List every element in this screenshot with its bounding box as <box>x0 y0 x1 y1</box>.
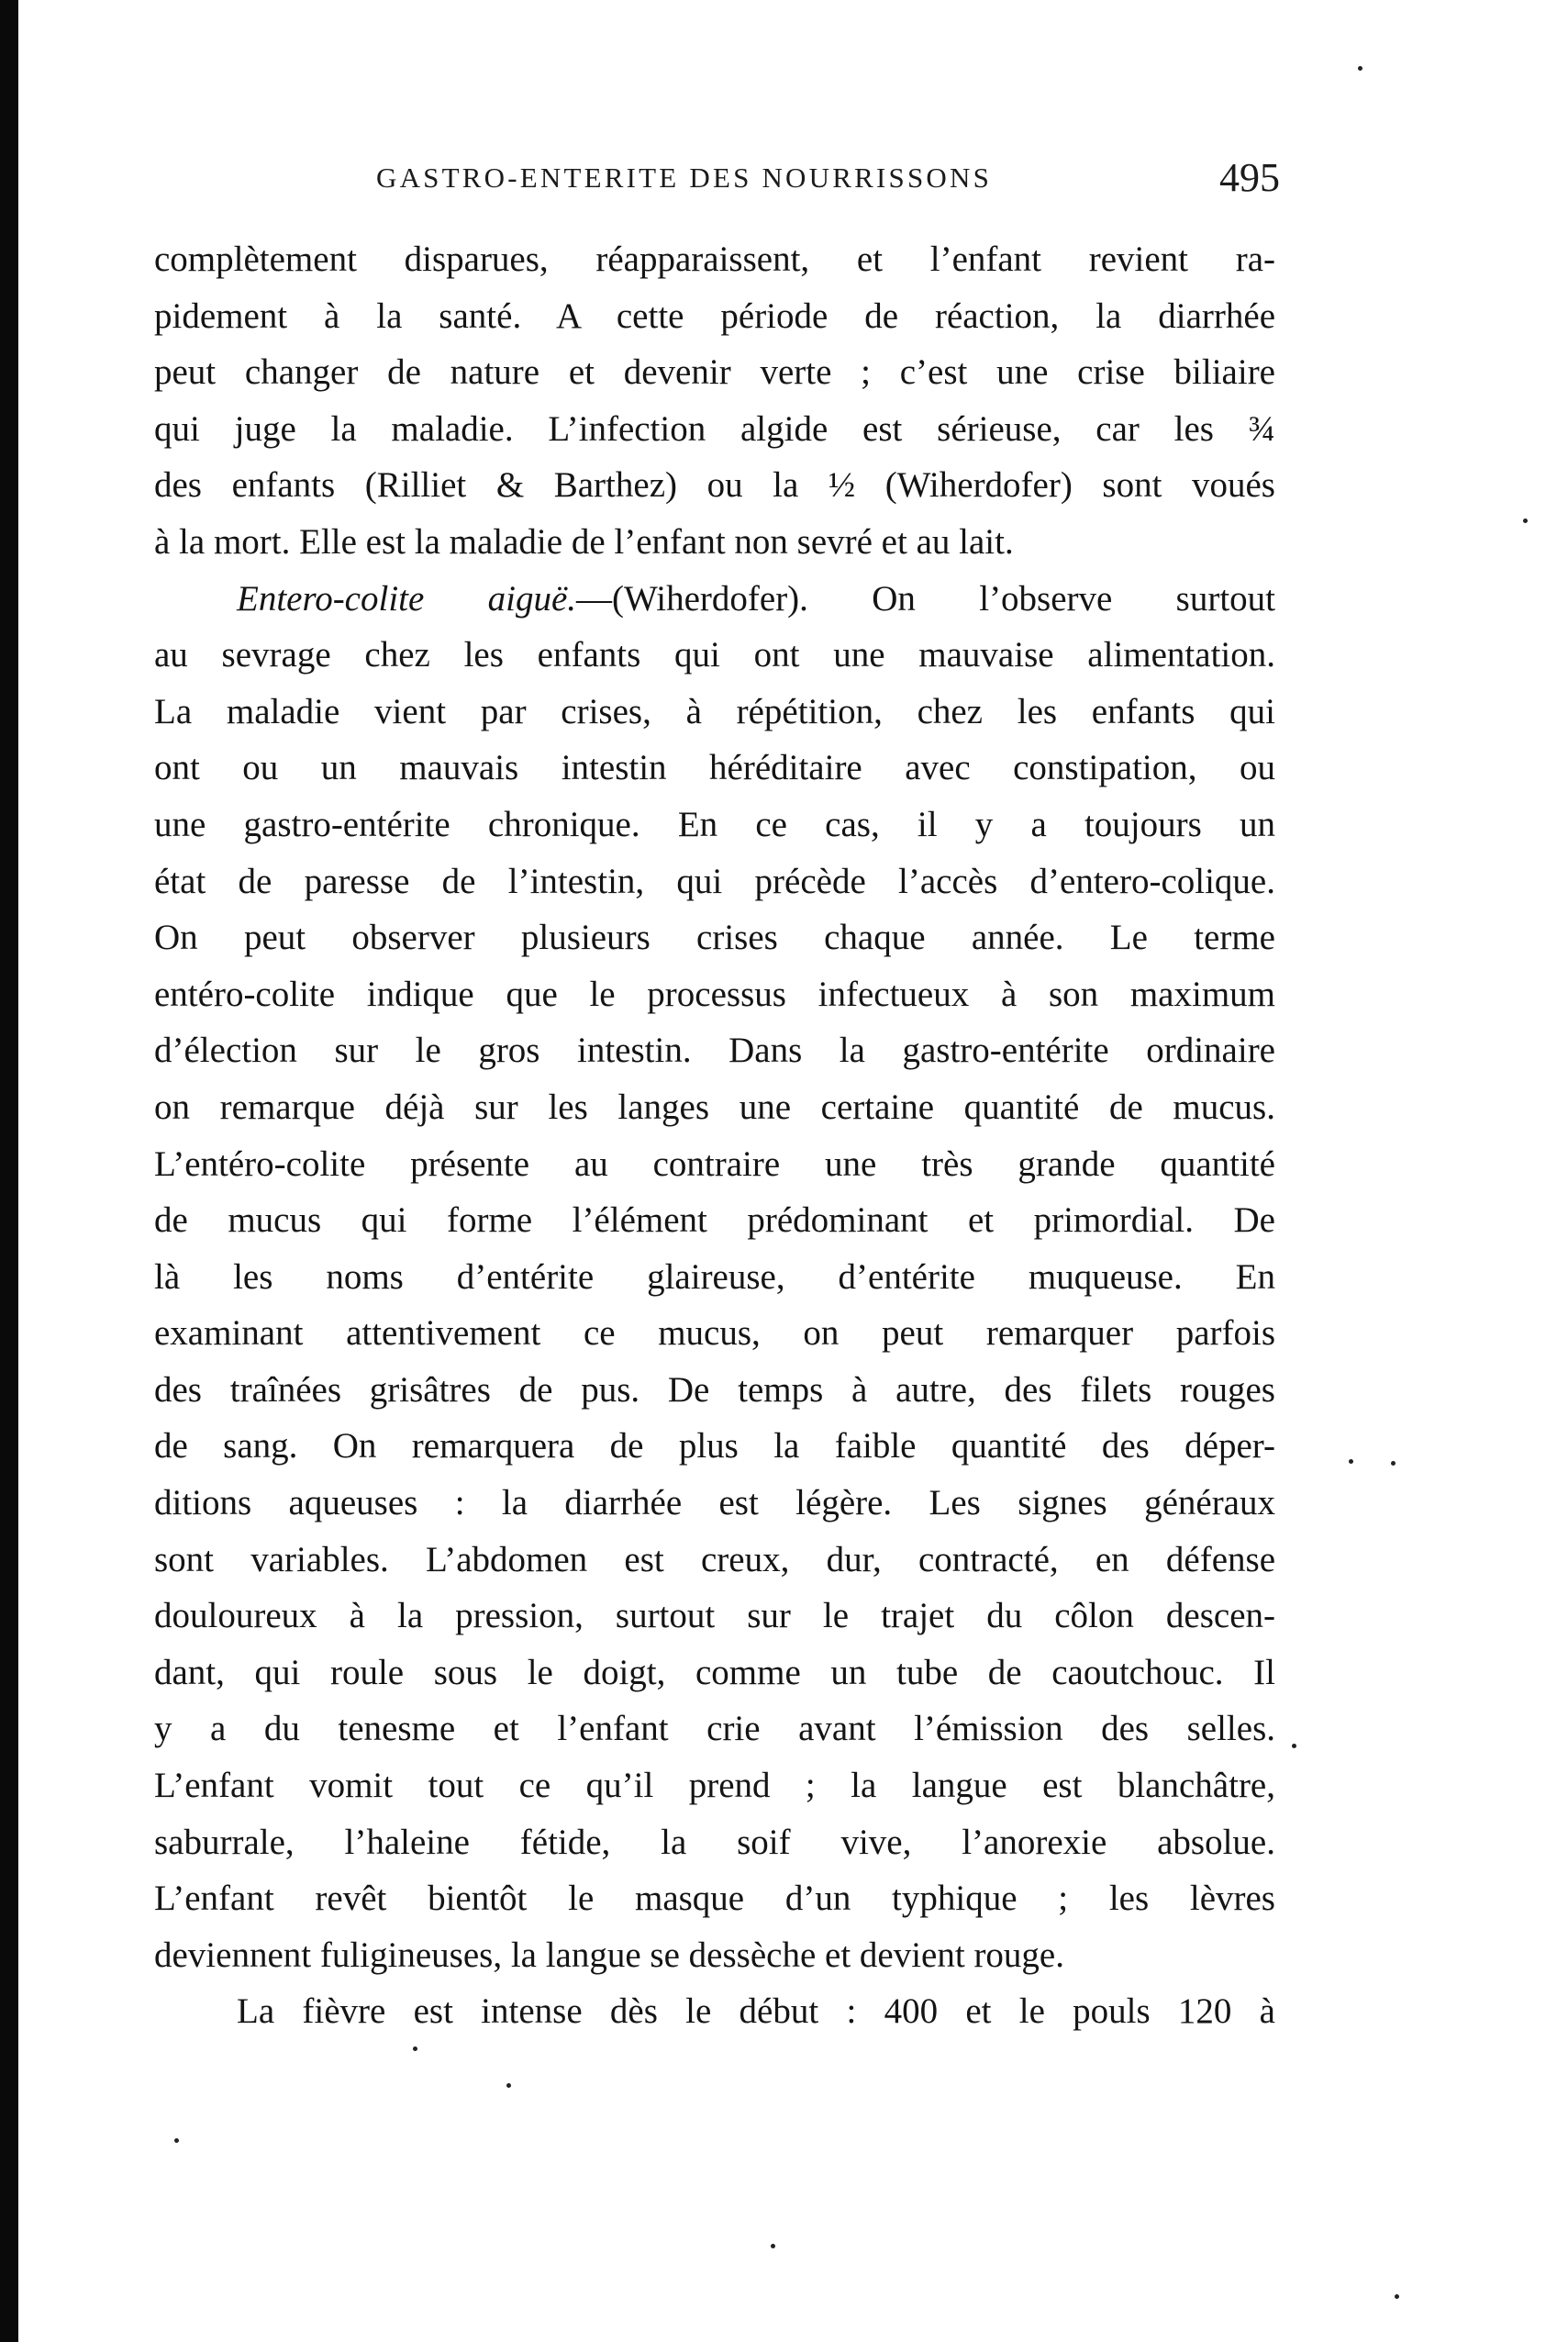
text-line: complètement disparues, réapparaissent, et l’enfant revient ra- <box>154 240 1275 279</box>
scan-speck <box>771 2244 775 2248</box>
text-line: y a du tenesme et l’enfant crie avant l’émission des selles. <box>154 1709 1275 1749</box>
text-line: des traînées grisâtres de pus. De temps à autre, des filets rouges <box>154 1369 1275 1410</box>
text-line: état de paresse de l’intestin, qui précède l’accès d’entero-colique. <box>154 861 1275 901</box>
text-line: On peut observer plusieurs crises chaque année. Le terme <box>154 918 1275 958</box>
scan-speck <box>174 2138 179 2143</box>
text-line: ditions aqueuses : la diarrhée est légère. Les signes généraux <box>154 1483 1275 1523</box>
running-title: GASTRO-ENTERITE DES NOURRISSONS <box>376 162 993 194</box>
body-text <box>154 231 1275 2040</box>
scan-speck <box>1292 1744 1296 1748</box>
text-line: La maladie vient par crises, à répétition, chez les enfants qui <box>154 691 1275 731</box>
text-line: La fièvre est intense dès le début : 400 et le pouls 120 à <box>237 1991 1275 2032</box>
text-line: L’entéro-colite présente au contraire une très grande quantité <box>154 1143 1275 1184</box>
text-line: au sevrage chez les enfants qui ont une mauvaise alimentation. <box>154 635 1275 675</box>
text-line: d’élection sur le gros intestin. Dans la gastro-entérite ordinaire <box>154 1031 1275 1071</box>
entero-colite-heading-rest: —(Wiherdofer). On l’observe surtout <box>576 578 1275 619</box>
text-line: une gastro-entérite chronique. En ce cas, il y a toujours un <box>154 804 1275 844</box>
scan-speck <box>1523 519 1528 523</box>
entero-colite-heading: Entero-colite aiguë. <box>237 578 577 619</box>
text-line: entéro-colite indique que le processus infectueux à son maximum <box>154 974 1275 1014</box>
scan-speck <box>413 2046 417 2051</box>
scan-speck <box>1391 1461 1396 1466</box>
scan-speck <box>1395 2294 1399 2299</box>
text-line: examinant attentivement ce mucus, on peut remarquer parfois <box>154 1313 1275 1354</box>
text-line: des enfants (Rilliet & Barthez) ou la ½ (Wiherdofer) sont voués <box>154 465 1275 506</box>
text-line: ont ou un mauvais intestin héréditaire avec constipation, ou <box>154 748 1275 788</box>
text-line: sont variables. L’abdomen est creux, dur, contracté, en défense <box>154 1539 1275 1579</box>
text-line: douloureux à la pression, surtout sur le trajet du côlon descen- <box>154 1596 1275 1636</box>
text-line: qui juge la maladie. L’infection algide est sérieuse, car les ¾ <box>154 408 1275 449</box>
text-line: deviennent fuligineuses, la langue se dessèche et devient rouge. <box>154 1935 1064 1975</box>
text-line: là les noms d’entérite glaireuse, d’entérite muqueuse. En <box>154 1256 1275 1297</box>
scan-speck <box>1358 66 1362 71</box>
text-line: peut changer de nature et devenir verte ; c’est une crise biliaire <box>154 352 1275 393</box>
text-line: à la mort. Elle est la maladie de l’enfant non sevré et au lait. <box>154 521 1014 562</box>
text-line: de sang. On remarquera de plus la faible quantité des déper- <box>154 1426 1275 1467</box>
text-line: saburrale, l’haleine fétide, la soif vive, l’anorexie absolue. <box>154 1822 1275 1862</box>
page-number: 495 <box>1219 155 1280 200</box>
text-line: dant, qui roule sous le doigt, comme un tube de caoutchouc. Il <box>154 1652 1275 1692</box>
page-left-edge-shadow <box>0 0 18 2342</box>
text-line: pidement à la santé. A cette période de réaction, la diarrhée <box>154 296 1275 336</box>
scan-speck <box>1349 1459 1353 1464</box>
paragraph-heading-line <box>154 571 1275 628</box>
text-line: L’enfant vomit tout ce qu’il prend ; la langue est blanchâtre, <box>154 1766 1275 1806</box>
scan-speck <box>506 2083 511 2088</box>
running-head <box>376 154 1280 209</box>
text-line: on remarque déjà sur les langes une certaine quantité de mucus. <box>154 1087 1275 1127</box>
text-line: L’enfant revêt bientôt le masque d’un typhique ; les lèvres <box>154 1879 1275 1919</box>
text-line: de mucus qui forme l’élément prédominant et primordial. De <box>154 1200 1275 1241</box>
